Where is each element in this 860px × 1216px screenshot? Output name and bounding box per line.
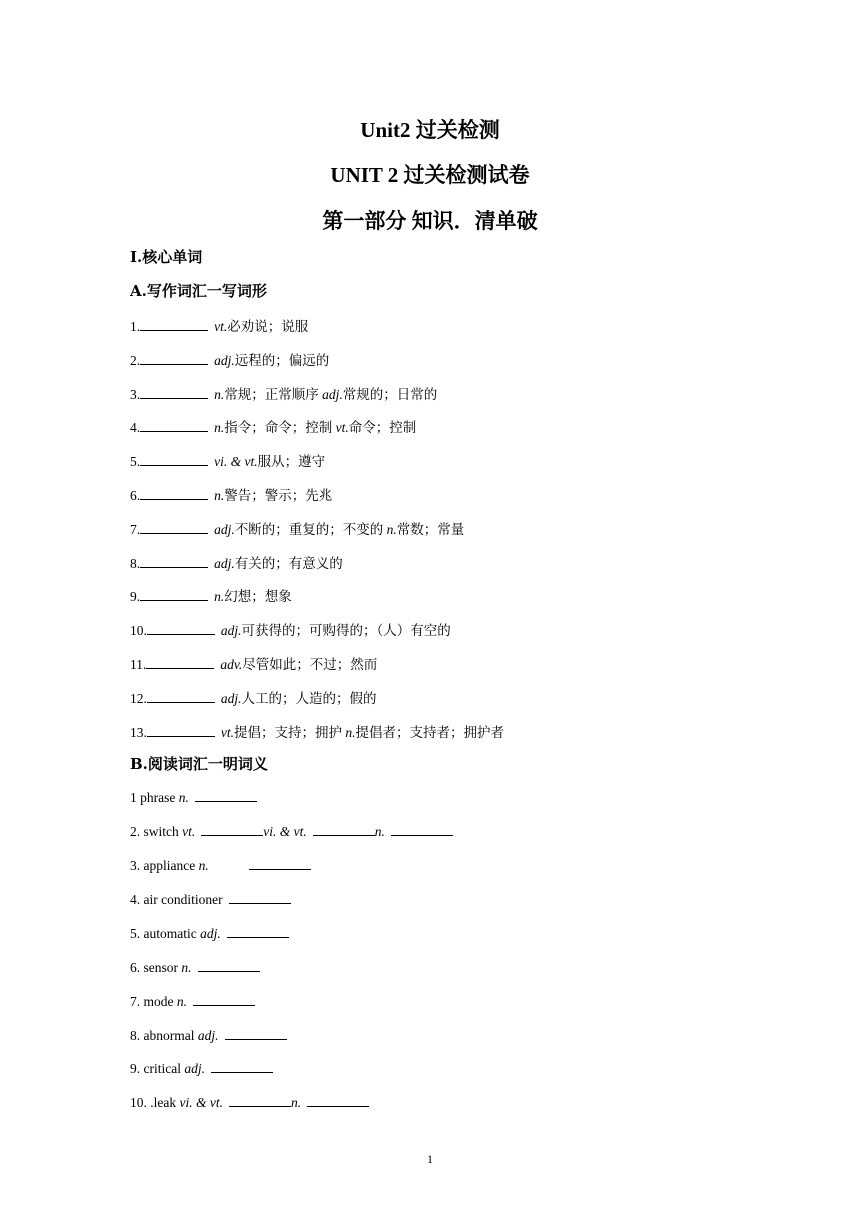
answer-blank[interactable] [140,588,208,601]
item-number: 7. [130,521,141,537]
answer-blank[interactable] [140,386,208,399]
list-item [130,1027,287,1044]
page-number: 1 [427,1152,433,1166]
page-title: Unit2 过关检测 [360,118,500,142]
answer-blank[interactable] [225,1027,287,1040]
part-of-speech: vi. & vt. [179,1095,223,1110]
definition: 可获得的；可购得的；（人）有空的 [241,623,451,639]
page-subtitle: UNIT 2 过关检测试卷 [330,163,530,187]
list-item [130,789,257,806]
word: 4. air conditioner [130,892,223,907]
item-number: 10. [130,623,147,639]
list-item [130,891,291,908]
word: 3. appliance [130,858,199,873]
part-of-speech: n. [214,386,225,402]
answer-blank[interactable] [140,521,208,534]
item-number: 11. [130,657,147,672]
part-of-speech: adj. [184,1061,205,1076]
part-of-speech: adj. [322,386,343,402]
definition: 常规；正常顺序 [224,386,323,402]
part-of-speech: n. [198,858,209,873]
part-of-speech: vi. & vt. [263,824,307,839]
part-of-speech: adj. [214,352,235,368]
answer-blank[interactable] [211,1060,273,1073]
definition: 远程的；偏远的 [234,352,330,368]
part-of-speech: n. [176,994,187,1009]
section-heading-core-words: Ⅰ.核心单词 [130,248,203,266]
list-item [130,993,255,1010]
word: 10. .leak [130,1095,180,1110]
item-number: 13. [130,724,147,740]
part-of-speech: n. [214,420,225,436]
list-item [130,687,377,707]
list-item [130,416,416,436]
section-heading-writing-vocab: A.写作词汇一写词形 [130,282,267,300]
part-of-speech: adj. [214,555,235,571]
definition: 人工的；人造的；假的 [241,690,377,706]
definition: 必劝说；说服 [227,319,309,334]
part-of-speech: adj. [197,1028,219,1043]
answer-blank[interactable] [391,823,453,836]
list-item [130,315,308,335]
item-number: 4. [130,420,141,436]
part-of-speech: adv. [220,657,243,672]
part-of-speech: n. [374,824,385,839]
list-item [130,1060,273,1077]
item-number: 5. [130,454,141,470]
definition: 幻想；想象 [224,589,292,605]
answer-blank[interactable] [140,487,208,500]
list-item [130,349,329,369]
word: 5. automatic [130,926,201,941]
answer-blank[interactable] [147,724,215,737]
definition: 命令；控制 [348,420,417,436]
list-item [130,925,289,942]
definition: 指令；命令；控制 [224,420,336,436]
answer-blank[interactable] [198,959,260,972]
list-item [130,619,451,639]
answer-blank[interactable] [140,318,208,331]
list-item [130,383,437,403]
answer-blank[interactable] [140,453,208,466]
part-of-speech: n. [345,724,356,740]
definition: 提倡；支持；拥护 [234,724,346,740]
answer-blank[interactable] [140,352,208,365]
item-number: 3. [130,386,141,402]
list-item [130,1094,369,1111]
list-item [130,653,377,673]
word: 2. switch [130,824,183,839]
definition: 提倡者；支持者；拥护者 [355,724,504,740]
item-number: 8. [130,555,141,571]
item-number: 1. [130,319,141,334]
part-of-speech: vt. [214,319,228,334]
answer-blank[interactable] [146,656,214,669]
definition: 常数；常量 [396,521,465,537]
part-of-speech: adj. [200,926,221,941]
definition: 尽管如此；不过；然而 [242,657,378,672]
definition: 服从；遵守 [257,454,326,470]
definition: 有关的；有意义的 [234,555,343,571]
part-of-speech: vt. [182,824,196,839]
item-number: 6. [130,488,141,503]
part-of-speech: vt. [335,420,349,436]
word: 7. mode [130,994,177,1009]
answer-blank[interactable] [313,823,375,836]
answer-blank[interactable] [147,622,215,635]
list-item [130,450,325,470]
answer-blank[interactable] [193,993,255,1006]
part-heading: 第一部分 知识．清单破 [322,209,538,233]
answer-blank[interactable] [307,1094,369,1107]
list-item [130,959,260,976]
answer-blank[interactable] [147,690,215,703]
answer-blank[interactable] [140,555,208,568]
part-of-speech: n. [386,521,397,537]
section-heading-reading-vocab: B.阅读词汇一明词义 [130,755,268,773]
answer-blank[interactable] [229,891,291,904]
part-of-speech: adj. [220,690,242,706]
part-of-speech: n. [214,488,225,503]
part-of-speech: n. [291,1095,302,1110]
answer-blank[interactable] [195,789,257,802]
definition: 警告；警示；先兆 [224,488,333,503]
part-of-speech: n. [214,589,225,605]
definition: 常规的；日常的 [342,386,438,402]
list-item [130,857,311,874]
list-item [130,585,292,605]
part-of-speech: n. [181,960,192,975]
word: 1 phrase [130,790,179,805]
word: 8. abnormal [130,1028,198,1043]
part-of-speech: adj. [220,623,242,639]
word: 9. critical [130,1061,185,1076]
part-of-speech: adj. [214,521,235,537]
answer-blank[interactable] [249,857,311,870]
list-item [130,484,332,504]
item-number: 9. [130,589,141,605]
part-of-speech: vi. & vt. [214,454,258,470]
list-item [130,823,453,840]
answer-blank[interactable] [201,823,263,836]
list-item [130,721,504,741]
list-item [130,552,343,572]
item-number: 2. [130,352,141,368]
part-of-speech: vt. [220,724,234,740]
answer-blank[interactable] [227,925,289,938]
part-of-speech: n. [178,790,189,805]
word: 6. sensor [130,960,182,975]
item-number: 12. [130,690,147,706]
definition: 不断的；重复的；不变的 [234,521,387,537]
answer-blank[interactable] [140,419,208,432]
list-item [130,518,464,538]
answer-blank[interactable] [229,1094,291,1107]
